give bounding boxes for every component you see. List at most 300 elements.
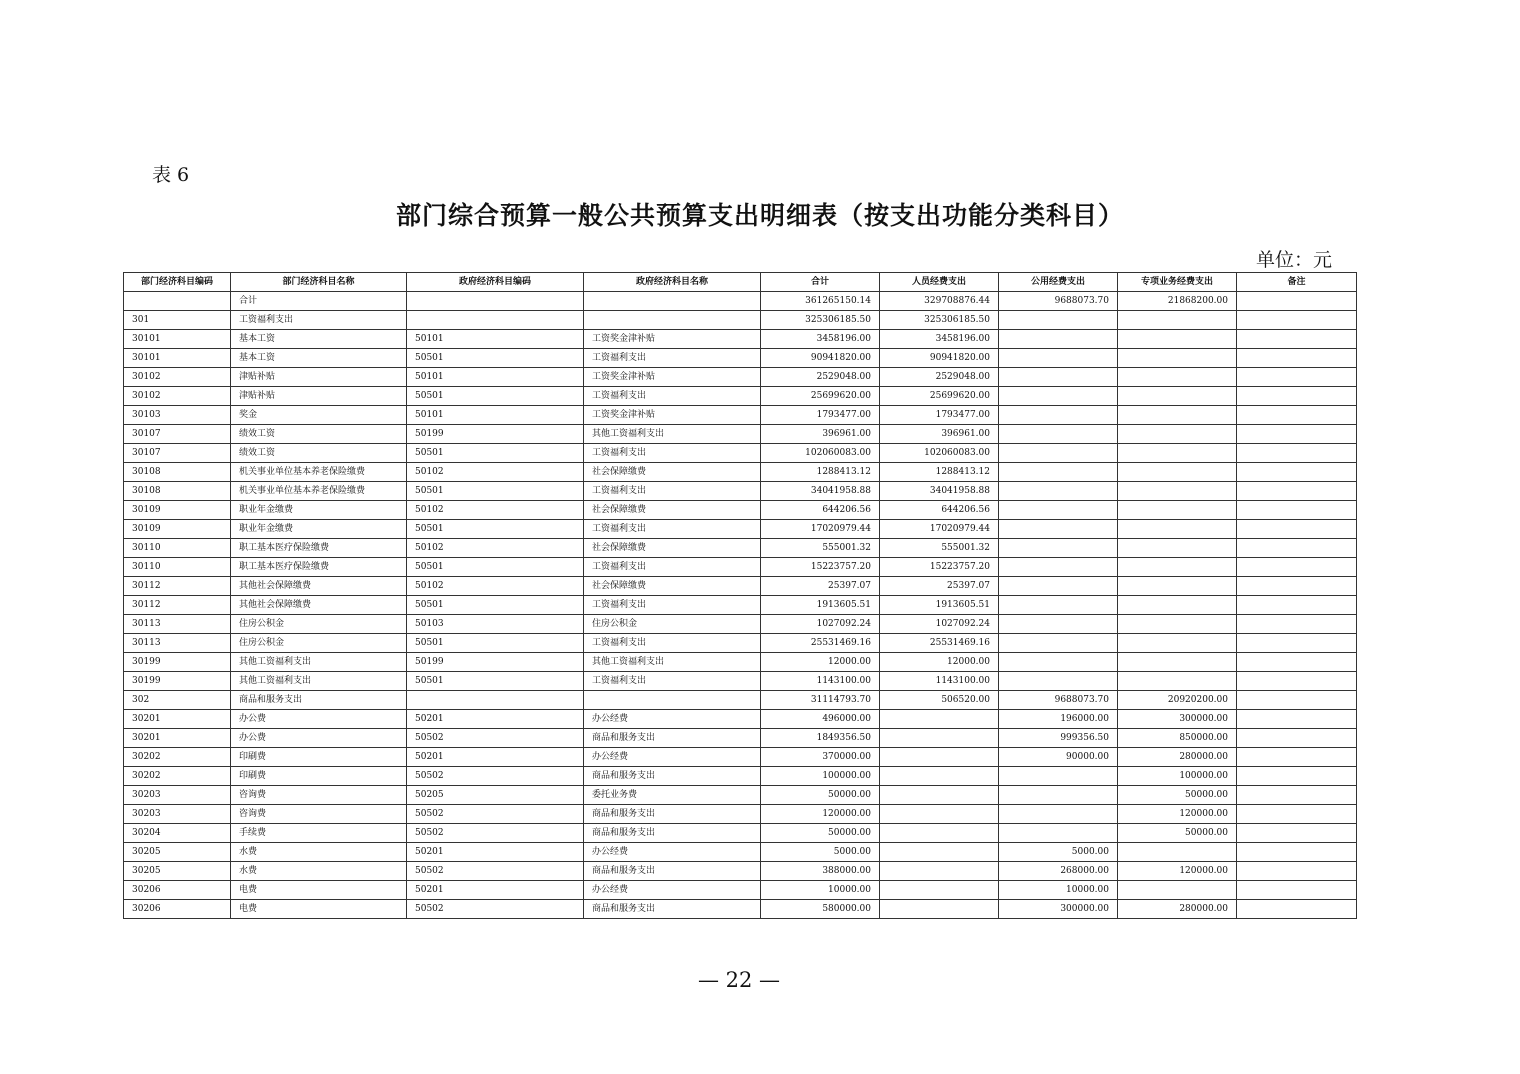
cell-public (999, 368, 1118, 387)
cell-gov-code: 50501 (407, 349, 584, 368)
cell-gov-name: 社会保障缴费 (584, 539, 761, 558)
cell-special: 100000.00 (1118, 767, 1237, 786)
cell-dept-name: 商品和服务支出 (231, 691, 407, 710)
cell-dept-code: 30101 (124, 349, 231, 368)
table-row (124, 406, 1357, 425)
cell-dept-name: 办公费 (231, 729, 407, 748)
header-special: 专项业务经费支出 (1118, 273, 1237, 292)
cell-dept-code: 30199 (124, 672, 231, 691)
cell-total: 388000.00 (761, 862, 880, 881)
cell-gov-name: 办公经费 (584, 710, 761, 729)
cell-gov-name: 社会保障缴费 (584, 501, 761, 520)
cell-public (999, 634, 1118, 653)
header-dept-name: 部门经济科目名称 (231, 273, 407, 292)
table-row (124, 805, 1357, 824)
table-row (124, 368, 1357, 387)
cell-personnel (880, 881, 999, 900)
cell-personnel: 3458196.00 (880, 330, 999, 349)
cell-personnel: 1913605.51 (880, 596, 999, 615)
cell-dept-code: 30112 (124, 577, 231, 596)
cell-note (1237, 463, 1357, 482)
cell-note (1237, 653, 1357, 672)
cell-public: 300000.00 (999, 900, 1118, 919)
cell-gov-name: 商品和服务支出 (584, 862, 761, 881)
table-row (124, 520, 1357, 539)
table-row (124, 786, 1357, 805)
cell-dept-name: 住房公积金 (231, 634, 407, 653)
cell-gov-code: 50101 (407, 368, 584, 387)
cell-personnel: 102060083.00 (880, 444, 999, 463)
cell-total: 12000.00 (761, 653, 880, 672)
cell-note (1237, 729, 1357, 748)
cell-public (999, 577, 1118, 596)
cell-dept-code: 30203 (124, 805, 231, 824)
cell-personnel (880, 767, 999, 786)
cell-gov-code: 50502 (407, 862, 584, 881)
cell-total: 325306185.50 (761, 311, 880, 330)
cell-dept-code (124, 292, 231, 311)
cell-gov-name: 工资奖金津补贴 (584, 368, 761, 387)
cell-gov-code: 50102 (407, 463, 584, 482)
cell-personnel (880, 748, 999, 767)
cell-dept-name: 基本工资 (231, 330, 407, 349)
cell-note (1237, 786, 1357, 805)
table-row (124, 463, 1357, 482)
document-title: 部门综合预算一般公共预算支出明细表（按支出功能分类科目） (395, 201, 1124, 230)
cell-dept-name: 机关事业单位基本养老保险缴费 (231, 482, 407, 501)
cell-note (1237, 577, 1357, 596)
cell-gov-name: 工资福利支出 (584, 482, 761, 501)
cell-gov-name: 办公经费 (584, 881, 761, 900)
cell-dept-name: 工资福利支出 (231, 311, 407, 330)
cell-gov-code (407, 691, 584, 710)
cell-special (1118, 406, 1237, 425)
cell-gov-name: 办公经费 (584, 843, 761, 862)
cell-special (1118, 843, 1237, 862)
cell-public (999, 482, 1118, 501)
cell-dept-name: 职业年金缴费 (231, 520, 407, 539)
cell-total: 90941820.00 (761, 349, 880, 368)
cell-gov-code: 50102 (407, 539, 584, 558)
cell-personnel (880, 805, 999, 824)
cell-note (1237, 767, 1357, 786)
cell-dept-code: 30202 (124, 767, 231, 786)
table-row (124, 767, 1357, 786)
cell-personnel: 25531469.16 (880, 634, 999, 653)
cell-note (1237, 349, 1357, 368)
table-row (124, 349, 1357, 368)
table-row (124, 387, 1357, 406)
cell-dept-name: 印刷费 (231, 748, 407, 767)
cell-gov-name: 工资福利支出 (584, 444, 761, 463)
cell-note (1237, 596, 1357, 615)
cell-total: 1849356.50 (761, 729, 880, 748)
cell-public: 9688073.70 (999, 691, 1118, 710)
cell-total: 31114793.70 (761, 691, 880, 710)
cell-note (1237, 444, 1357, 463)
cell-gov-name (584, 311, 761, 330)
table-row (124, 501, 1357, 520)
cell-gov-code: 50199 (407, 425, 584, 444)
cell-gov-name: 商品和服务支出 (584, 805, 761, 824)
cell-gov-code: 50201 (407, 710, 584, 729)
cell-total: 1793477.00 (761, 406, 880, 425)
header-gov-code: 政府经济科目编码 (407, 273, 584, 292)
cell-special: 850000.00 (1118, 729, 1237, 748)
table-row (124, 539, 1357, 558)
cell-note (1237, 501, 1357, 520)
cell-special (1118, 577, 1237, 596)
cell-personnel: 25699620.00 (880, 387, 999, 406)
cell-public: 5000.00 (999, 843, 1118, 862)
cell-personnel (880, 843, 999, 862)
cell-gov-code: 50501 (407, 634, 584, 653)
cell-note (1237, 615, 1357, 634)
cell-dept-code: 30113 (124, 634, 231, 653)
cell-gov-name: 工资奖金津补贴 (584, 406, 761, 425)
cell-special (1118, 425, 1237, 444)
cell-special (1118, 672, 1237, 691)
cell-personnel: 34041958.88 (880, 482, 999, 501)
table-row (124, 710, 1357, 729)
cell-gov-name: 其他工资福利支出 (584, 653, 761, 672)
cell-total: 1143100.00 (761, 672, 880, 691)
cell-personnel: 2529048.00 (880, 368, 999, 387)
cell-dept-code: 30110 (124, 539, 231, 558)
cell-gov-name: 社会保障缴费 (584, 577, 761, 596)
cell-special (1118, 463, 1237, 482)
cell-gov-name (584, 292, 761, 311)
cell-personnel: 555001.32 (880, 539, 999, 558)
cell-public (999, 596, 1118, 615)
cell-special: 280000.00 (1118, 748, 1237, 767)
cell-dept-name: 咨询费 (231, 786, 407, 805)
cell-dept-code: 30206 (124, 900, 231, 919)
cell-gov-code: 50201 (407, 748, 584, 767)
cell-personnel: 506520.00 (880, 691, 999, 710)
cell-note (1237, 805, 1357, 824)
cell-special: 50000.00 (1118, 786, 1237, 805)
cell-total: 1288413.12 (761, 463, 880, 482)
cell-dept-name: 职工基本医疗保险缴费 (231, 539, 407, 558)
cell-note (1237, 634, 1357, 653)
cell-gov-code: 50102 (407, 501, 584, 520)
cell-special: 300000.00 (1118, 710, 1237, 729)
cell-dept-name: 职工基本医疗保险缴费 (231, 558, 407, 577)
cell-dept-name: 咨询费 (231, 805, 407, 824)
cell-note (1237, 710, 1357, 729)
cell-dept-code: 30101 (124, 330, 231, 349)
cell-note (1237, 881, 1357, 900)
cell-gov-name: 其他工资福利支出 (584, 425, 761, 444)
cell-total: 15223757.20 (761, 558, 880, 577)
cell-total: 25699620.00 (761, 387, 880, 406)
cell-dept-code: 30206 (124, 881, 231, 900)
cell-note (1237, 672, 1357, 691)
cell-total: 555001.32 (761, 539, 880, 558)
cell-gov-code: 50501 (407, 482, 584, 501)
cell-dept-code: 30107 (124, 425, 231, 444)
cell-total: 17020979.44 (761, 520, 880, 539)
table-row (124, 634, 1357, 653)
cell-special (1118, 520, 1237, 539)
cell-dept-name: 奖金 (231, 406, 407, 425)
cell-gov-name: 工资福利支出 (584, 634, 761, 653)
cell-dept-name: 绩效工资 (231, 425, 407, 444)
table-row (124, 748, 1357, 767)
table-row (124, 596, 1357, 615)
cell-gov-code (407, 311, 584, 330)
cell-personnel (880, 729, 999, 748)
cell-total: 10000.00 (761, 881, 880, 900)
cell-dept-name: 水费 (231, 843, 407, 862)
table-row (124, 672, 1357, 691)
cell-total: 496000.00 (761, 710, 880, 729)
cell-dept-code: 30113 (124, 615, 231, 634)
cell-special (1118, 615, 1237, 634)
cell-dept-code: 30199 (124, 653, 231, 672)
cell-dept-code: 30107 (124, 444, 231, 463)
cell-dept-name: 电费 (231, 900, 407, 919)
table-row (124, 843, 1357, 862)
cell-special (1118, 330, 1237, 349)
cell-special (1118, 368, 1237, 387)
cell-personnel (880, 824, 999, 843)
table-row (124, 444, 1357, 463)
cell-note (1237, 406, 1357, 425)
cell-total: 580000.00 (761, 900, 880, 919)
table-row (124, 425, 1357, 444)
cell-public (999, 786, 1118, 805)
cell-note (1237, 691, 1357, 710)
header-note: 备注 (1237, 273, 1357, 292)
cell-gov-code: 50101 (407, 330, 584, 349)
cell-public: 9688073.70 (999, 292, 1118, 311)
cell-gov-code (407, 292, 584, 311)
cell-personnel: 1143100.00 (880, 672, 999, 691)
cell-personnel: 396961.00 (880, 425, 999, 444)
table-body (124, 292, 1357, 919)
cell-special (1118, 387, 1237, 406)
cell-gov-code: 50502 (407, 729, 584, 748)
table-row (124, 824, 1357, 843)
cell-note (1237, 748, 1357, 767)
cell-gov-name: 工资福利支出 (584, 672, 761, 691)
cell-total: 1913605.51 (761, 596, 880, 615)
cell-personnel (880, 786, 999, 805)
cell-public: 268000.00 (999, 862, 1118, 881)
cell-special: 280000.00 (1118, 900, 1237, 919)
cell-dept-code: 30203 (124, 786, 231, 805)
cell-note (1237, 900, 1357, 919)
cell-gov-code: 50501 (407, 558, 584, 577)
cell-gov-name: 工资福利支出 (584, 596, 761, 615)
cell-gov-name: 工资福利支出 (584, 520, 761, 539)
cell-dept-name: 基本工资 (231, 349, 407, 368)
table-row (124, 862, 1357, 881)
cell-dept-code: 30201 (124, 729, 231, 748)
cell-special (1118, 501, 1237, 520)
cell-dept-code: 302 (124, 691, 231, 710)
cell-personnel: 1027092.24 (880, 615, 999, 634)
cell-total: 644206.56 (761, 501, 880, 520)
cell-gov-name: 商品和服务支出 (584, 729, 761, 748)
cell-note (1237, 387, 1357, 406)
cell-note (1237, 824, 1357, 843)
cell-dept-name: 津贴补贴 (231, 387, 407, 406)
cell-note (1237, 368, 1357, 387)
table-row (124, 615, 1357, 634)
cell-personnel: 25397.07 (880, 577, 999, 596)
cell-special (1118, 482, 1237, 501)
cell-public (999, 349, 1118, 368)
cell-gov-code: 50199 (407, 653, 584, 672)
cell-gov-code: 50501 (407, 672, 584, 691)
cell-gov-name: 商品和服务支出 (584, 900, 761, 919)
cell-note (1237, 843, 1357, 862)
cell-note (1237, 862, 1357, 881)
cell-personnel: 15223757.20 (880, 558, 999, 577)
cell-special (1118, 311, 1237, 330)
cell-dept-name: 机关事业单位基本养老保险缴费 (231, 463, 407, 482)
cell-public (999, 311, 1118, 330)
cell-public (999, 406, 1118, 425)
cell-total: 50000.00 (761, 786, 880, 805)
cell-public (999, 387, 1118, 406)
table-row (124, 577, 1357, 596)
cell-personnel: 325306185.50 (880, 311, 999, 330)
cell-gov-code: 50502 (407, 824, 584, 843)
cell-special: 50000.00 (1118, 824, 1237, 843)
cell-dept-name: 电费 (231, 881, 407, 900)
cell-public (999, 444, 1118, 463)
cell-note (1237, 311, 1357, 330)
cell-special: 20920200.00 (1118, 691, 1237, 710)
cell-public (999, 520, 1118, 539)
cell-gov-code: 50102 (407, 577, 584, 596)
cell-gov-code: 50502 (407, 767, 584, 786)
cell-note (1237, 330, 1357, 349)
cell-gov-code: 50502 (407, 900, 584, 919)
cell-total: 361265150.14 (761, 292, 880, 311)
cell-dept-name: 其他社会保障缴费 (231, 596, 407, 615)
cell-total: 100000.00 (761, 767, 880, 786)
table-row (124, 330, 1357, 349)
cell-dept-code: 30201 (124, 710, 231, 729)
cell-special: 21868200.00 (1118, 292, 1237, 311)
cell-total: 50000.00 (761, 824, 880, 843)
cell-dept-name: 印刷费 (231, 767, 407, 786)
cell-total: 5000.00 (761, 843, 880, 862)
cell-dept-code: 30103 (124, 406, 231, 425)
cell-gov-code: 50101 (407, 406, 584, 425)
cell-total: 34041958.88 (761, 482, 880, 501)
table-row (124, 653, 1357, 672)
cell-total: 25397.07 (761, 577, 880, 596)
cell-dept-name: 合计 (231, 292, 407, 311)
cell-gov-name: 办公经费 (584, 748, 761, 767)
cell-note (1237, 520, 1357, 539)
cell-gov-code: 50103 (407, 615, 584, 634)
cell-note (1237, 482, 1357, 501)
cell-dept-name: 住房公积金 (231, 615, 407, 634)
cell-gov-code: 50502 (407, 805, 584, 824)
cell-dept-code: 30205 (124, 843, 231, 862)
cell-gov-name: 商品和服务支出 (584, 824, 761, 843)
cell-dept-code: 30205 (124, 862, 231, 881)
cell-gov-code: 50501 (407, 387, 584, 406)
table-header-row (124, 273, 1357, 292)
page-number: — 22 — (697, 968, 781, 992)
cell-public (999, 501, 1118, 520)
cell-public: 196000.00 (999, 710, 1118, 729)
cell-dept-name: 办公费 (231, 710, 407, 729)
cell-public (999, 615, 1118, 634)
cell-public (999, 767, 1118, 786)
cell-gov-name: 工资福利支出 (584, 558, 761, 577)
table-row (124, 900, 1357, 919)
cell-dept-name: 绩效工资 (231, 444, 407, 463)
cell-gov-code: 50501 (407, 596, 584, 615)
budget-table (123, 272, 1357, 919)
cell-special (1118, 881, 1237, 900)
cell-public: 999356.50 (999, 729, 1118, 748)
cell-personnel (880, 900, 999, 919)
header-public: 公用经费支出 (999, 273, 1118, 292)
cell-dept-code: 30204 (124, 824, 231, 843)
table-label: 表 6 (152, 164, 190, 186)
cell-dept-code: 30110 (124, 558, 231, 577)
header-dept-code: 部门经济科目编码 (124, 273, 231, 292)
cell-personnel: 1793477.00 (880, 406, 999, 425)
cell-total: 102060083.00 (761, 444, 880, 463)
unit-label: 单位：元 (1256, 249, 1333, 271)
cell-public (999, 330, 1118, 349)
cell-public (999, 672, 1118, 691)
cell-gov-code: 50501 (407, 444, 584, 463)
header-personnel: 人员经费支出 (880, 273, 999, 292)
cell-note (1237, 425, 1357, 444)
cell-dept-code: 301 (124, 311, 231, 330)
cell-gov-code: 50201 (407, 843, 584, 862)
cell-dept-code: 30102 (124, 387, 231, 406)
cell-dept-code: 30109 (124, 501, 231, 520)
cell-public (999, 558, 1118, 577)
cell-personnel: 1288413.12 (880, 463, 999, 482)
cell-public: 90000.00 (999, 748, 1118, 767)
table-row (124, 729, 1357, 748)
cell-gov-code: 50205 (407, 786, 584, 805)
cell-dept-name: 水费 (231, 862, 407, 881)
table-row (124, 292, 1357, 311)
cell-total: 396961.00 (761, 425, 880, 444)
cell-note (1237, 292, 1357, 311)
cell-public (999, 824, 1118, 843)
cell-dept-code: 30108 (124, 482, 231, 501)
cell-personnel: 329708876.44 (880, 292, 999, 311)
header-gov-name: 政府经济科目名称 (584, 273, 761, 292)
cell-public (999, 539, 1118, 558)
cell-dept-name: 其他社会保障缴费 (231, 577, 407, 596)
cell-gov-name: 商品和服务支出 (584, 767, 761, 786)
cell-total: 3458196.00 (761, 330, 880, 349)
cell-total: 120000.00 (761, 805, 880, 824)
cell-gov-name: 委托业务费 (584, 786, 761, 805)
cell-note (1237, 539, 1357, 558)
cell-dept-code: 30102 (124, 368, 231, 387)
cell-personnel: 17020979.44 (880, 520, 999, 539)
table-row (124, 558, 1357, 577)
